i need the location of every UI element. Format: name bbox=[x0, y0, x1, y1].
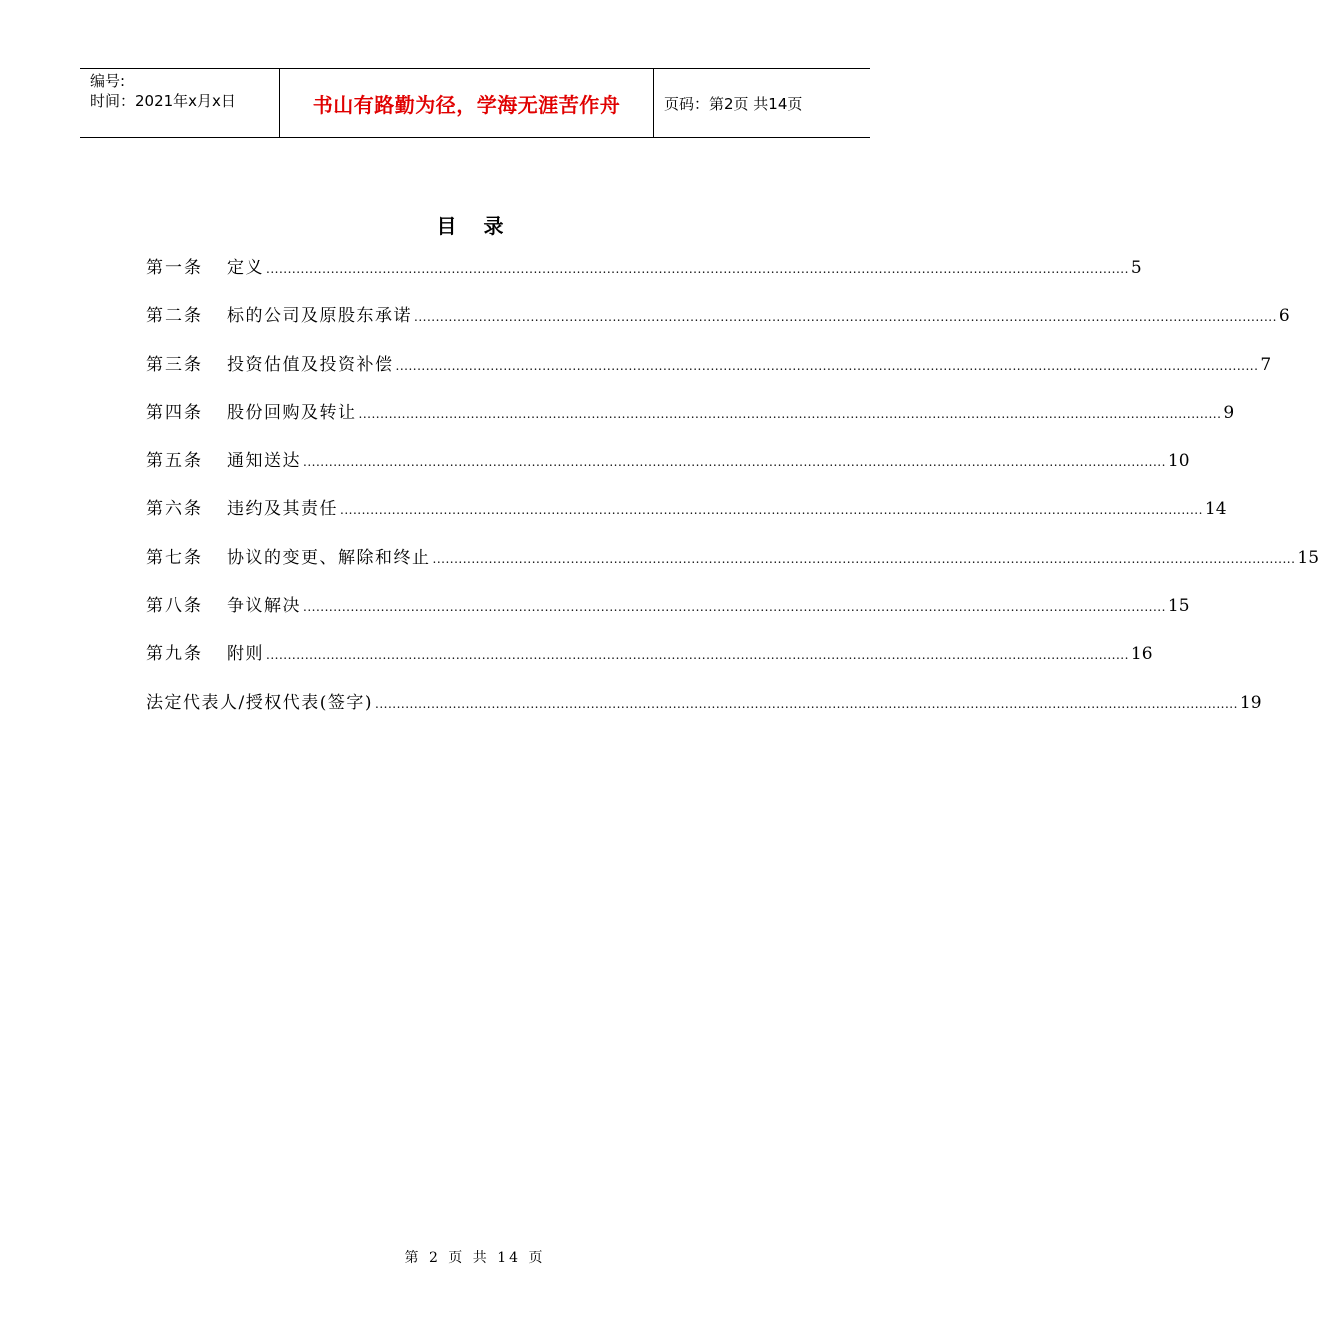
toc-entry[interactable] bbox=[146, 256, 1142, 304]
toc-entry-page: 15 bbox=[1167, 596, 1190, 617]
toc-entry-page: 10 bbox=[1167, 451, 1190, 472]
table-of-contents bbox=[146, 256, 1319, 739]
toc-entry-number: 第四条 bbox=[146, 402, 203, 423]
toc-entry[interactable] bbox=[146, 353, 1272, 401]
toc-entry-page: 7 bbox=[1260, 354, 1272, 375]
toc-entry[interactable] bbox=[146, 304, 1290, 352]
toc-entry-title: 股份回购及转让 bbox=[227, 402, 357, 423]
toc-entry-number: 第五条 bbox=[146, 451, 203, 472]
toc-entry-number: 第九条 bbox=[146, 644, 203, 665]
toc-leader-dots: ........................................................................................................................................................................................................ bbox=[266, 262, 1129, 276]
toc-title: 目 录 bbox=[436, 214, 514, 238]
toc-entry-title: 争议解决 bbox=[227, 596, 301, 617]
toc-entry-page: 5 bbox=[1130, 258, 1142, 278]
toc-entry-number: 第七条 bbox=[146, 547, 203, 568]
toc-entry-title: 标的公司及原股东承诺 bbox=[227, 306, 412, 327]
toc-entry-title: 通知送达 bbox=[227, 451, 301, 472]
toc-entry-page: 14 bbox=[1204, 499, 1227, 520]
toc-entry-page: 15 bbox=[1297, 547, 1319, 568]
toc-entry-number: 第八条 bbox=[146, 596, 203, 617]
toc-leader-dots: ........................................................................................................................................................................................................ bbox=[432, 551, 1296, 566]
toc-entry-page: 19 bbox=[1239, 692, 1262, 713]
toc-leader-dots: ........................................................................................................................................................................................................ bbox=[303, 455, 1166, 470]
serial-label: 编号: bbox=[90, 72, 126, 90]
toc-entry-number: 第三条 bbox=[146, 354, 203, 375]
header-motto: 书山有路勤为径，学海无涯苦作舟 bbox=[280, 69, 654, 137]
toc-entry[interactable] bbox=[146, 497, 1227, 545]
toc-entry-page: 6 bbox=[1278, 306, 1290, 327]
toc-entry[interactable] bbox=[146, 594, 1190, 642]
toc-leader-dots: ........................................................................................................................................................................................................ bbox=[340, 503, 1203, 518]
toc-entry-title: 投资估值及投资补偿 bbox=[227, 354, 394, 375]
toc-entry[interactable] bbox=[146, 401, 1235, 449]
toc-entry-page: 16 bbox=[1130, 644, 1153, 665]
toc-entry-page: 9 bbox=[1223, 402, 1235, 423]
toc-leader-dots: ........................................................................................................................................................................................................ bbox=[395, 358, 1259, 373]
toc-entry-number: 第一条 bbox=[146, 258, 203, 278]
toc-entry-title: 法定代表人/授权代表(签字) bbox=[146, 692, 373, 713]
toc-leader-dots: ........................................................................................................................................................................................................ bbox=[414, 310, 1277, 325]
toc-leader-dots: ........................................................................................................................................................................................................ bbox=[266, 648, 1129, 663]
toc-leader-dots: ........................................................................................................................................................................................................ bbox=[358, 406, 1222, 421]
toc-entry-title: 附则 bbox=[227, 644, 264, 665]
toc-entry-title: 协议的变更、解除和终止 bbox=[227, 547, 431, 568]
page-header bbox=[80, 68, 870, 138]
toc-entry[interactable] bbox=[146, 691, 1262, 739]
toc-leader-dots: ........................................................................................................................................................................................................ bbox=[303, 600, 1166, 615]
page-footer: 第 2 页 共 14 页 bbox=[404, 1250, 546, 1266]
toc-entry[interactable] bbox=[146, 546, 1319, 594]
toc-entry-number: 第二条 bbox=[146, 306, 203, 327]
toc-entry[interactable] bbox=[146, 449, 1190, 497]
header-meta bbox=[80, 69, 280, 137]
toc-entry[interactable] bbox=[146, 642, 1153, 690]
header-page-info: 页码：第2页 共14页 bbox=[664, 94, 803, 113]
toc-entry-title: 违约及其责任 bbox=[227, 499, 338, 520]
toc-leader-dots: ........................................................................................................................................................................................................ bbox=[375, 696, 1238, 711]
toc-entry-number: 第六条 bbox=[146, 499, 203, 520]
toc-entry-title: 定义 bbox=[227, 258, 264, 278]
time-label: 时间：2021年x月x日 bbox=[90, 92, 236, 110]
